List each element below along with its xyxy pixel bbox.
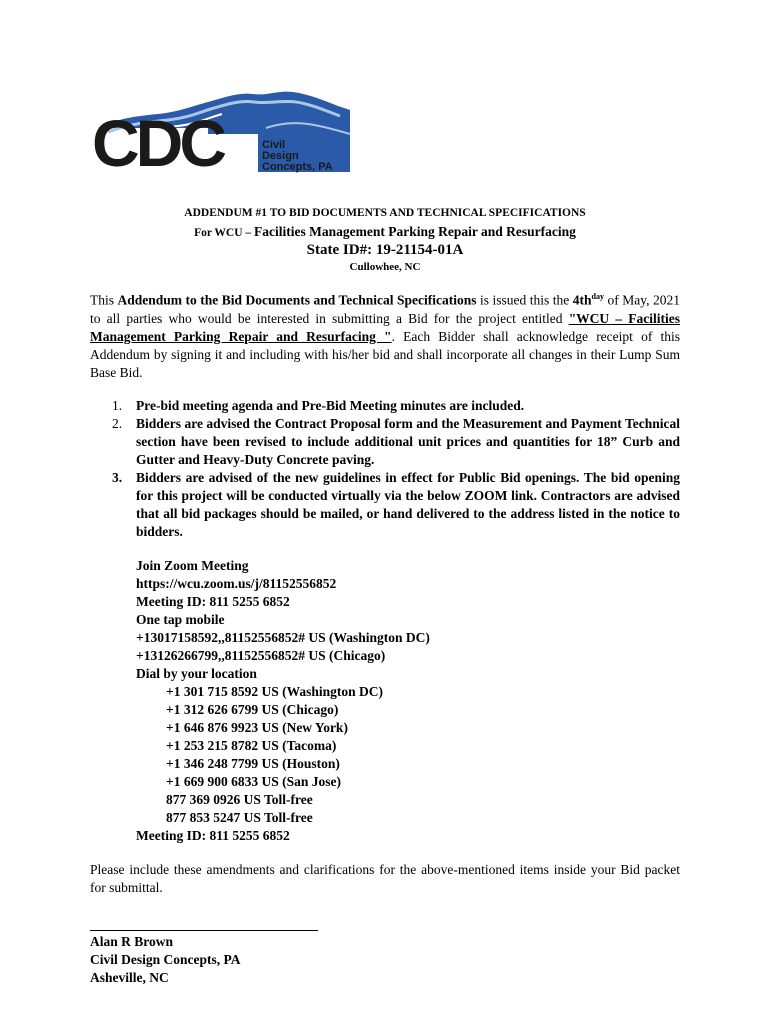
location: Cullowhee, NC bbox=[349, 261, 421, 273]
zoom-dial-number: +1 301 715 8592 US (Washington DC) bbox=[166, 684, 383, 699]
signer-name: Alan R Brown bbox=[90, 934, 174, 949]
signer-city: Asheville, NC bbox=[90, 970, 169, 985]
logo-line-concepts: Concepts, PA bbox=[262, 161, 333, 173]
logo-letters: CDC bbox=[92, 106, 223, 180]
zoom-dial-number: +1 346 248 7799 US (Houston) bbox=[166, 756, 340, 771]
list-item bbox=[90, 415, 680, 469]
list-item-number: 1. bbox=[112, 398, 123, 413]
company-logo bbox=[88, 88, 352, 178]
signer-company: Civil Design Concepts, PA bbox=[90, 952, 241, 967]
addendum-items bbox=[90, 397, 680, 541]
list-item-text: Bidders are advised the Contract Proposal form and the Measurement and Payment Technical section have been revised to include additional unit prices and quantities for 18” Curb and Gutter and Heavy-Duty Concrete paving. bbox=[136, 416, 680, 467]
intro-text-2: is issued this the bbox=[476, 292, 573, 308]
list-item-number: 3. bbox=[112, 470, 123, 485]
intro-date-sup: day bbox=[591, 292, 604, 301]
signature-block bbox=[90, 933, 241, 987]
state-id: State ID#: 19-21154-01A bbox=[306, 242, 464, 258]
zoom-one-tap-number: +13017158592,,81152556852# US (Washington DC) bbox=[136, 630, 430, 645]
list-item-text: Bidders are advised of the new guidelines in effect for Public Bid openings. The bid opening for this project will be conducted virtually via the below ZOOM link. Contractors are advised that all bid packages should be mailed, or hand delivered to the address listed in the notice to bidders. bbox=[136, 470, 680, 539]
intro-text-1: This bbox=[90, 292, 118, 308]
intro-text-4: . Each Bidder shall acknowledge receipt of this Addendum by signing it and including with his/her bid and shall incorporate all changes in their Lump Sum Base Bid. bbox=[90, 328, 680, 380]
zoom-dial-number: 877 853 5247 US Toll-free bbox=[166, 810, 313, 825]
logo-line-design: Design bbox=[262, 150, 299, 162]
zoom-dial-label: Dial by your location bbox=[136, 666, 257, 681]
zoom-dial-number: +1 312 626 6799 US (Chicago) bbox=[166, 702, 339, 717]
logo-line-civil: Civil bbox=[262, 139, 286, 151]
intro-project-name: "WCU – Facilities Management Parking Repair and Resurfacing " bbox=[90, 310, 680, 344]
intro-paragraph bbox=[90, 288, 680, 382]
zoom-join-label: Join Zoom Meeting bbox=[136, 558, 249, 573]
zoom-dial-number: +1 646 876 9923 US (New York) bbox=[166, 720, 348, 735]
list-item-text: Pre-bid meeting agenda and Pre-Bid Meeting minutes are included. bbox=[136, 398, 525, 413]
addendum-heading: ADDENDUM #1 TO BID DOCUMENTS AND TECHNICAL SPECIFICATIONS bbox=[184, 207, 586, 219]
closing-paragraph: Please include these amendments and clarifications for the above-mentioned items inside your Bid packet for submittal. bbox=[90, 862, 680, 895]
zoom-meeting-id-footer: Meeting ID: 811 5255 6852 bbox=[136, 828, 290, 843]
project-heading-prefix: For WCU – bbox=[194, 227, 255, 239]
list-item bbox=[90, 469, 680, 541]
zoom-dial-number: 877 369 0926 US Toll-free bbox=[166, 792, 313, 807]
signature-line bbox=[90, 930, 318, 931]
intro-bold-title: Addendum to the Bid Documents and Technical Specifications bbox=[117, 292, 477, 308]
logo-company-name bbox=[262, 140, 333, 173]
zoom-meeting-id: Meeting ID: 811 5255 6852 bbox=[136, 594, 290, 609]
zoom-one-tap-number: +13126266799,,81152556852# US (Chicago) bbox=[136, 648, 386, 663]
zoom-link[interactable]: https://wcu.zoom.us/j/81152556852 bbox=[136, 576, 337, 591]
zoom-dial-number: +1 253 215 8782 US (Tacoma) bbox=[166, 738, 337, 753]
intro-text-3: of May, 2021 to all parties who would be interested in submitting a Bid for the project entitled bbox=[90, 292, 680, 326]
zoom-one-tap-label: One tap mobile bbox=[136, 612, 225, 627]
project-heading-title: Facilities Management Parking Repair and Resurfacing bbox=[254, 224, 576, 239]
list-item bbox=[90, 397, 680, 415]
intro-date: 4th bbox=[572, 292, 592, 308]
zoom-meeting-details bbox=[136, 557, 430, 845]
zoom-dial-number: +1 669 900 6833 US (San Jose) bbox=[166, 774, 341, 789]
list-item-number: 2. bbox=[112, 416, 123, 431]
project-heading bbox=[0, 224, 770, 240]
